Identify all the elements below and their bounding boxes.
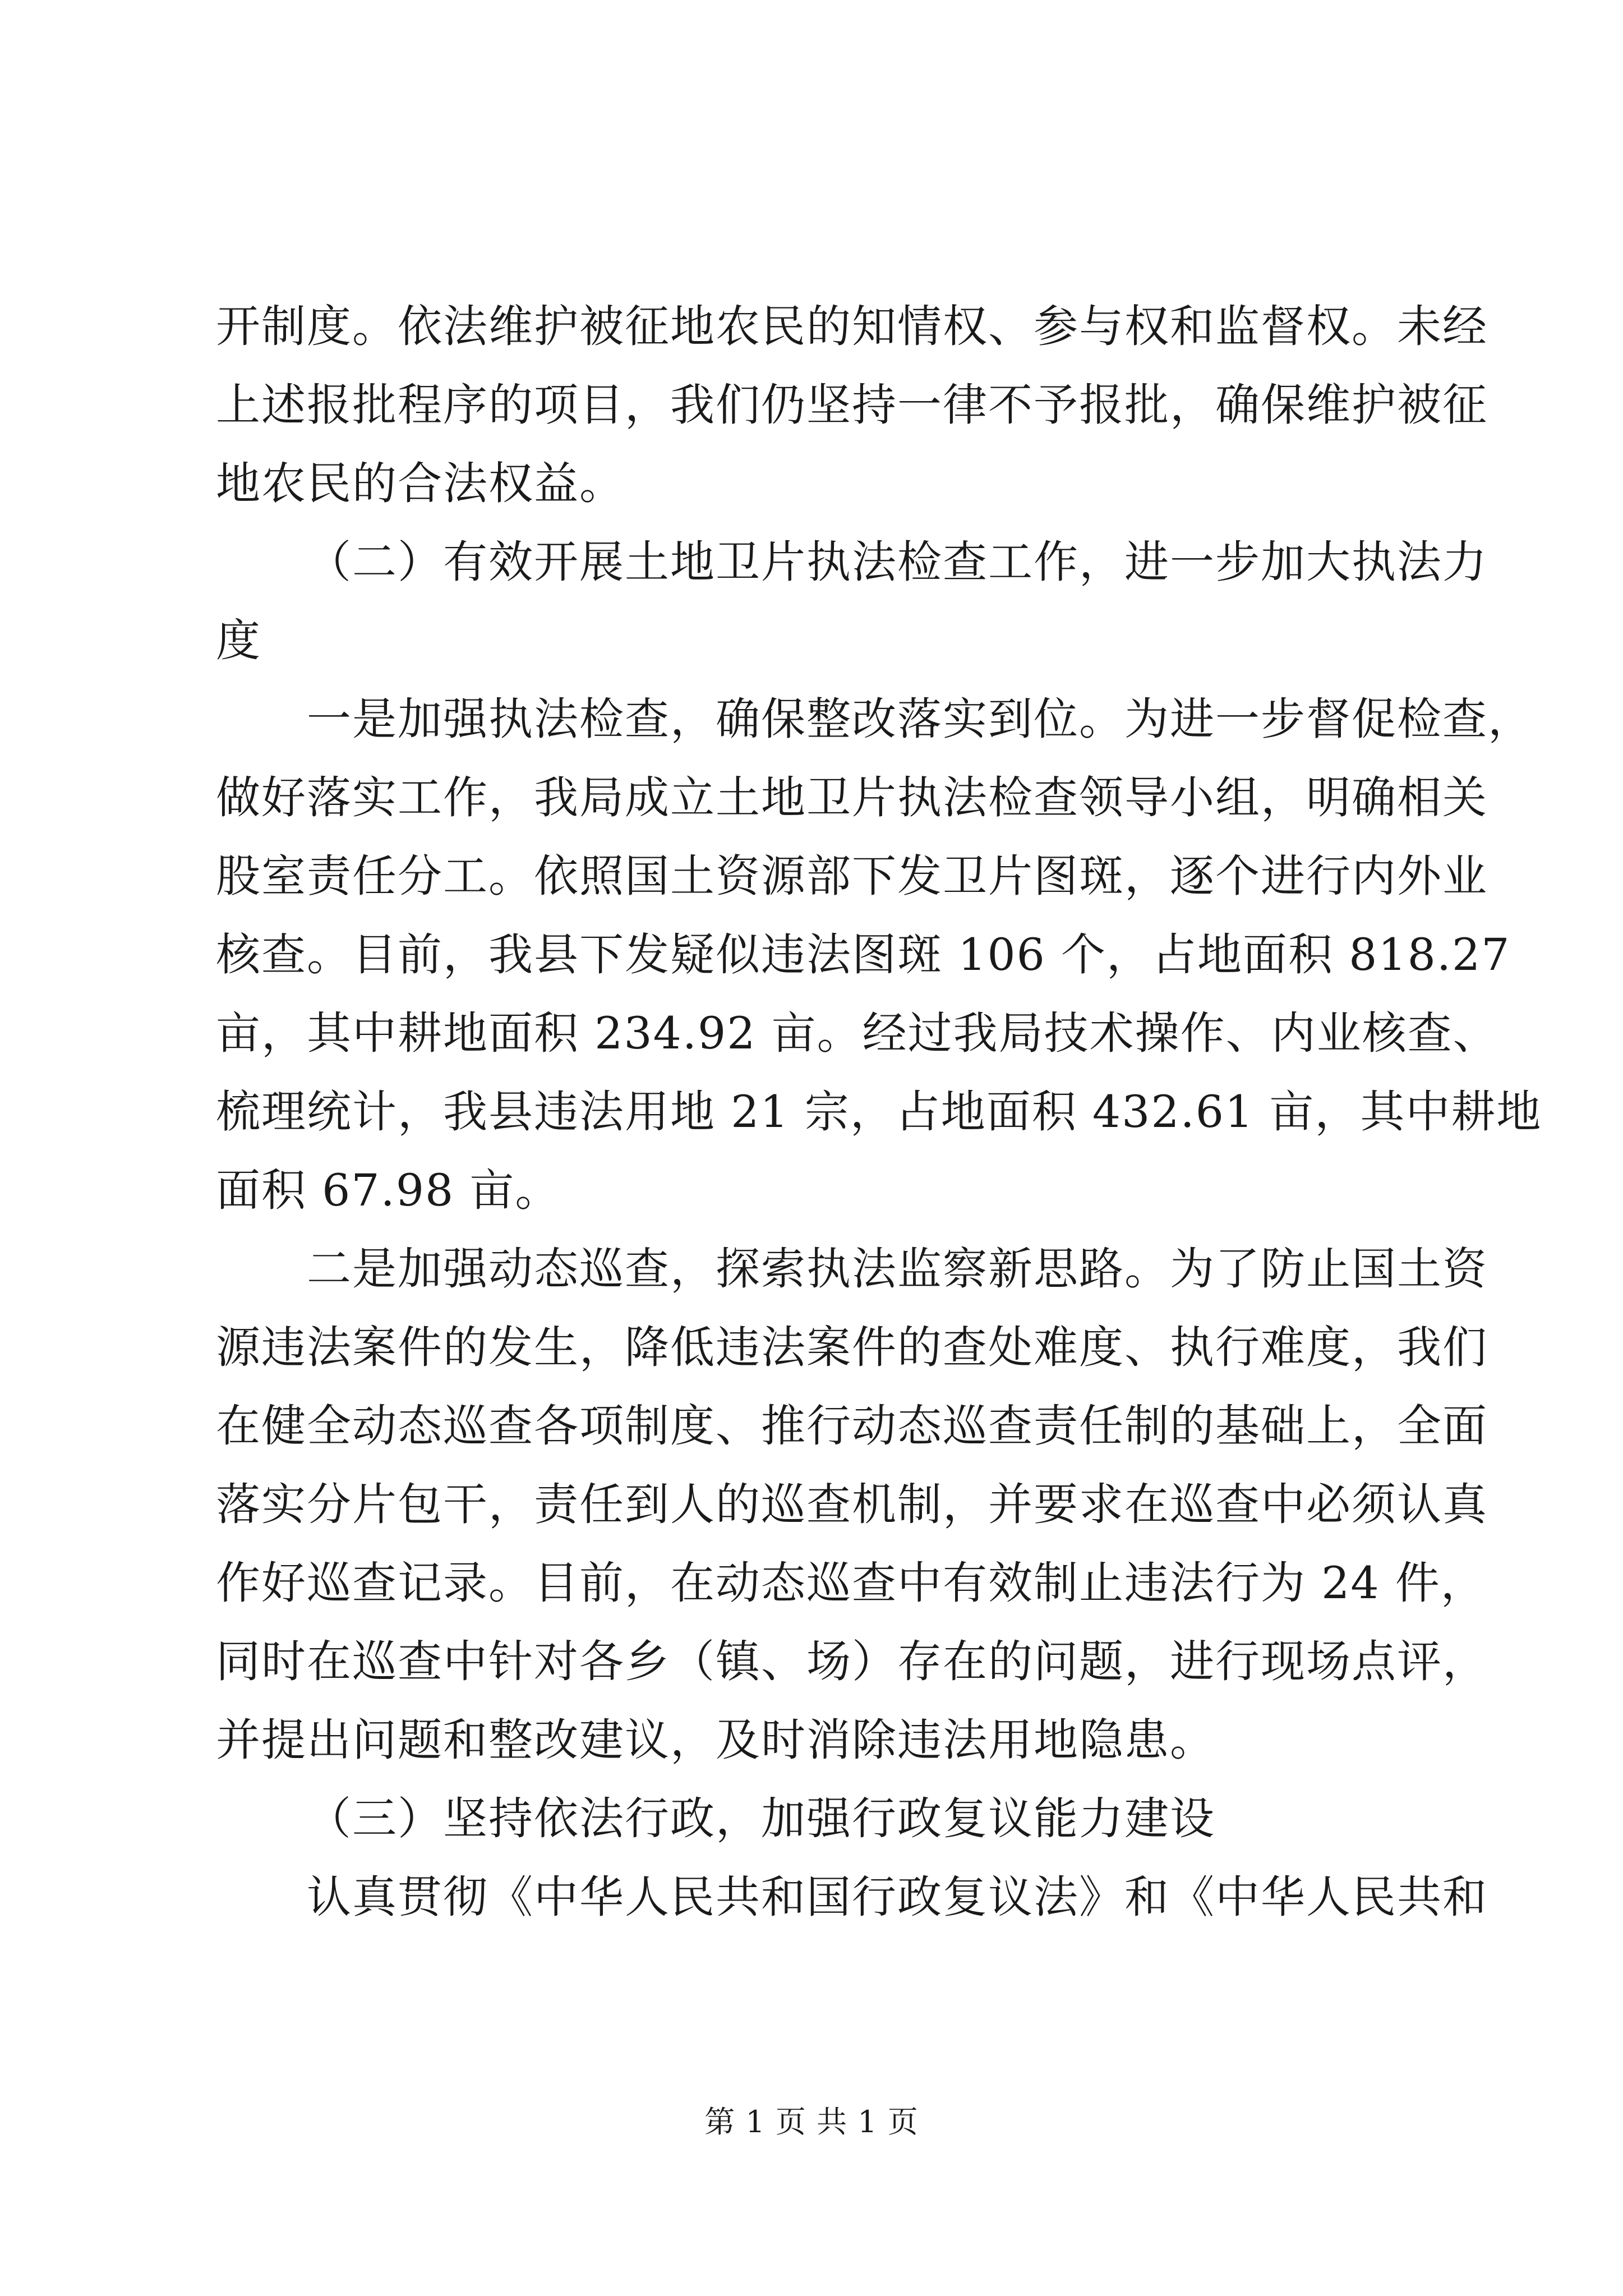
text-line: 核查。目前，我县下发疑似违法图斑 106 个，占地面积 818.27 [216, 929, 1511, 981]
text-line: 面积 67.98 亩。 [216, 1165, 561, 1216]
page-number-label: 第 1 页 共 1 页 [704, 2104, 919, 2139]
text-line: 做好落实工作，我局成立土地卫片执法检查领导小组，明确相关 [216, 772, 1488, 823]
text-line: 并提出问题和整改建议，及时消除违法用地隐患。 [216, 1714, 1215, 1766]
section-heading: （三）坚持依法行政，加强行政复议能力建设 [307, 1793, 1215, 1844]
text-line: 作好巡查记录。目前，在动态巡查中有效制止违法行为 24 件， [216, 1557, 1486, 1609]
paragraph-start: 认真贯彻《中华人民共和国行政复议法》和《中华人民共和 [307, 1871, 1488, 1923]
section-heading: （二）有效开展土地卫片执法检查工作，进一步加大执法力 [307, 536, 1488, 588]
text-line: 上述报批程序的项目，我们仍坚持一律不予报批，确保维护被征 [216, 379, 1488, 431]
section-heading-continuation: 度 [216, 615, 261, 666]
text-line: 落实分片包干，责任到人的巡查机制，并要求在巡查中必须认真 [216, 1479, 1488, 1530]
text-line: 开制度。依法维护被征地农民的知情权、参与权和监督权。未经 [216, 301, 1488, 352]
text-line: 地农民的合法权益。 [216, 458, 625, 509]
paragraph-start: 二是加强动态巡查，探索执法监察新思路。为了防止国土资 [307, 1243, 1488, 1295]
body-text [216, 287, 1542, 1936]
text-line: 在健全动态巡查各项制度、推行动态巡查责任制的基础上，全面 [216, 1400, 1488, 1452]
text-line: 同时在巡查中针对各乡（镇、场）存在的问题，进行现场点评， [216, 1636, 1488, 1687]
text-line: 梳理统计，我县违法用地 21 宗，占地面积 432.61 亩，其中耕地 [216, 1086, 1542, 1138]
page-footer [0, 2102, 1623, 2142]
text-line: 亩，其中耕地面积 234.92 亩。经过我局技术操作、内业核查、 [216, 1007, 1498, 1059]
text-line: 股室责任分工。依照国土资源部下发卫片图斑，逐个进行内外业 [216, 850, 1488, 902]
paragraph-start: 一是加强执法检查，确保整改落实到位。为进一步督促检查， [307, 693, 1533, 745]
text-line: 源违法案件的发生，降低违法案件的查处难度、执行难度，我们 [216, 1322, 1488, 1373]
